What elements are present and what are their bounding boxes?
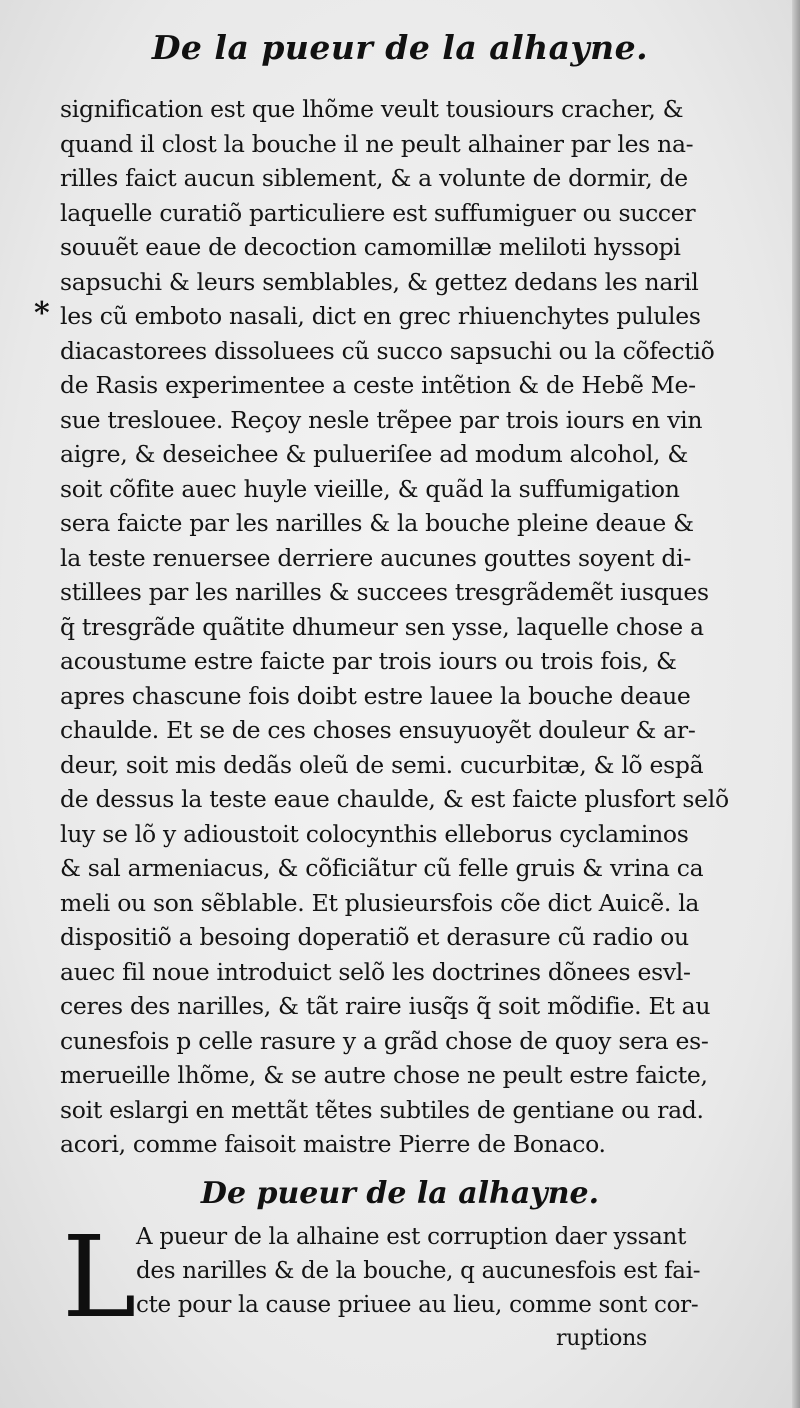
- text-line: des narilles & de la bouche, q aucunesfois est fai-: [136, 1258, 701, 1284]
- text-line: sue treslouee. Reçoy nesle trẽpee par trois iours en vin: [60, 405, 703, 434]
- text-line: apres chascune fois doibt estre lauee la bouche deaue: [60, 681, 691, 710]
- text-line: soit cõfite auec huyle vieille, & quãd la suffumigation: [60, 474, 680, 503]
- text-line: cte pour la cause priuee au lieu, comme sont cor-: [136, 1292, 699, 1318]
- body-text: [60, 92, 760, 1162]
- text-line: sera faicte par les narilles & la bouche pleine deaue &: [60, 509, 694, 537]
- text-line: ceres des narilles, & tãt raire iusq̃s q̃ soit mõdifie. Et au: [60, 992, 711, 1020]
- text-line: laquelle curatiõ particuliere est suffumiguer ou succer: [60, 198, 696, 227]
- text-line: acori, comme faisoit maistre Pierre de Bonaco.: [60, 1130, 606, 1158]
- text-line: auec fil noue introduict selõ les doctrines dõnees esvl-: [60, 957, 691, 986]
- section-title: De pueur de la alhayne.: [200, 1176, 600, 1211]
- text-line: signification est que lhõme veult tousiours cracher, &: [60, 95, 684, 123]
- text-line: chaulde. Et se de ces choses ensuyuoyẽt douleur & ar-: [60, 716, 696, 744]
- drop-cap-initial: L: [62, 1213, 137, 1343]
- text-line: rilles faict aucun siblement, & a volunte de dormir, de: [60, 164, 688, 192]
- text-line: de Rasis experimentee a ceste intẽtion & de Hebẽ Me-: [60, 371, 696, 399]
- text-line: diacastorees dissoluees cũ succo sapsuchi ou la cõfectiõ: [60, 336, 715, 365]
- text-line: merueille lhõme, & se autre chose ne peult estre faicte,: [60, 1061, 708, 1089]
- text-line: q̃ tresgrãde quãtite dhumeur sen ysse, laquelle chose a: [60, 612, 704, 641]
- text-line: sapsuchi & leurs semblables, & gettez dedans les naril: [60, 267, 699, 296]
- text-line: soit eslargi en mettãt tẽtes subtiles de gentiane ou rad.: [60, 1095, 704, 1124]
- running-head: De la pueur de la alhayne.: [151, 28, 649, 67]
- text-line: & sal armeniacus, & cõficiãtur cũ felle gruis & vrina ca: [60, 854, 704, 882]
- catchword: ruptions: [556, 1326, 647, 1351]
- section-text: [136, 1220, 766, 1356]
- text-line: acoustume estre faicte par trois iours ou trois fois, &: [60, 647, 677, 675]
- margin-asterisk: *: [34, 296, 50, 331]
- text-line: deur, soit mis dedãs oleũ de semi. cucurbitæ, & lõ espã: [60, 750, 704, 779]
- text-line: aigre, & deseichee & pulueriſee ad modum alcohol, &: [60, 440, 688, 468]
- text-line: souuẽt eaue de decoction camomillæ meliloti hyssopi: [60, 233, 681, 261]
- text-line: dispositiõ a besoing doperatiõ et derasure cũ radio ou: [60, 923, 689, 951]
- text-line: stillees par les narilles & succees tresgrãdemẽt iusques: [60, 578, 709, 606]
- text-line: A pueur de la alhaine est corruption daer yssant: [136, 1224, 687, 1250]
- text-line: luy se lõ y adioustoit colocynthis elleborus cyclaminos: [60, 819, 689, 848]
- text-line: cunesfois p celle rasure y a grãd chose de quoy sera es-: [60, 1026, 709, 1055]
- text-line: de dessus la teste eaue chaulde, & est faicte plusfort selõ: [60, 785, 729, 813]
- text-line: quand il clost la bouche il ne peult alhainer par les na-: [60, 129, 694, 158]
- text-line: meli ou son sẽblable. Et plusieursfois cõe dict Auicẽ. la: [60, 888, 700, 917]
- text-line: la teste renuersee derriere aucunes gouttes soyent di-: [60, 543, 691, 572]
- text-line: les cũ emboto nasali, dict en grec rhiuenchytes pulules: [60, 302, 701, 330]
